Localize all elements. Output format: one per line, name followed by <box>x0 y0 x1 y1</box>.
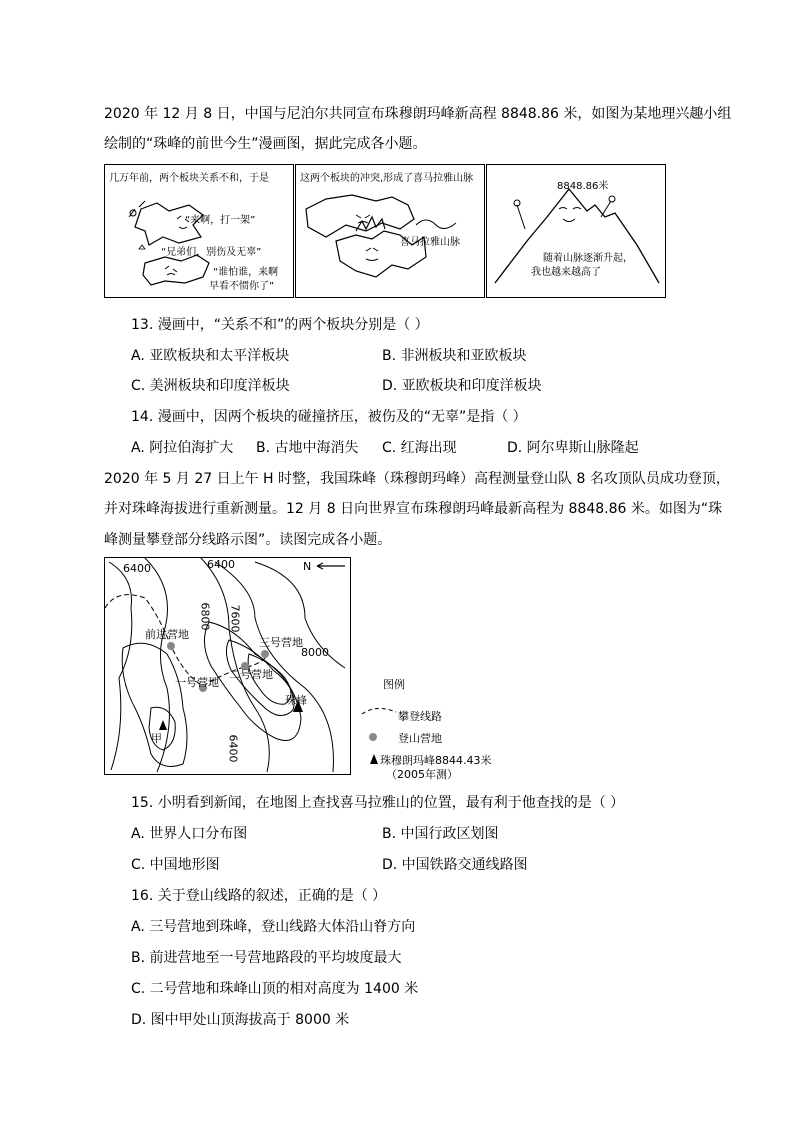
q15-stem: 15. 小明看到新闻，在地图上查找喜马拉雅山的位置，最有利于他查找的是（ ） <box>131 795 625 811</box>
contour-label-6400-c: 6400 <box>226 734 240 763</box>
q16-option-a[interactable]: A. 三号营地到珠峰，登山线路大体沿山脊方向 <box>131 919 416 935</box>
panel3-text-1: 随着山脉逐渐升起， <box>543 253 633 264</box>
q14-option-b[interactable]: B. 古地中海消失 <box>256 440 359 456</box>
legend-camp-label: 登山营地 <box>398 732 442 745</box>
q13-option-b[interactable]: B. 非洲板块和亚欧板块 <box>382 348 527 364</box>
panel2-drawing <box>296 165 484 297</box>
jia-label: 甲 <box>151 732 162 745</box>
q16-option-d[interactable]: D. 图中甲处山顶海拔高于 8000 米 <box>131 1012 350 1028</box>
intro1-line1: 2020 年 12 月 8 日，中国与尼泊尔共同宣布珠穆朗玛峰新高程 8848.86 米，如图为某地理兴趣小组 <box>104 106 732 122</box>
q14-option-c[interactable]: C. 红海出现 <box>382 440 457 456</box>
contour-label-6400-a: 6400 <box>123 562 151 575</box>
q16-option-c[interactable]: C. 二号营地和珠峰山顶的相对高度为 1400 米 <box>131 981 419 997</box>
q13-option-d[interactable]: D. 亚欧板块和印度洋板块 <box>382 378 542 394</box>
panel2-caption: 这两个板块的冲突,形成了喜马拉雅山脉 <box>300 173 474 184</box>
panel2-label: 喜马拉雅山脉 <box>400 237 460 248</box>
q15-option-a[interactable]: A. 世界人口分布图 <box>131 826 248 842</box>
panel3-height-label: 8848.86米 <box>557 181 609 192</box>
contour-label-6800: 6800 <box>198 602 212 631</box>
panel1-speech-1: “来啊，打一架” <box>185 215 256 226</box>
q14-option-a[interactable]: A. 阿拉伯海扩大 <box>131 440 234 456</box>
camp-3-label: 三号营地 <box>259 636 303 649</box>
q13-option-c[interactable]: C. 美洲板块和印度洋板块 <box>131 378 290 394</box>
q14-stem: 14. 漫画中，因两个板块的碰撞挤压，被伤及的“无辜”是指（ ） <box>131 409 527 425</box>
q14-option-d[interactable]: D. 阿尔卑斯山脉隆起 <box>507 440 639 456</box>
legend-title: 图例 <box>383 678 405 691</box>
peak-label: 珠峰 <box>285 694 307 707</box>
cartoon-panel-3 <box>486 164 666 298</box>
legend-camp-dot <box>366 730 380 744</box>
q16-stem: 16. 关于登山线路的叙述，正确的是（ ） <box>131 888 387 904</box>
q13-option-a[interactable]: A. 亚欧板块和太平洋板块 <box>131 348 290 364</box>
north-arrow: N <box>303 560 312 573</box>
panel1-speech-3: “谁怕谁，来啊 <box>213 267 279 278</box>
contour-label-6400-b: 6400 <box>207 558 235 571</box>
intro1-line2: 绘制的“珠峰的前世今生”漫画图，据此完成各小题。 <box>104 136 427 152</box>
legend-peak-icon <box>368 752 380 766</box>
q15-option-b[interactable]: B. 中国行政区划图 <box>382 826 499 842</box>
q16-option-b[interactable]: B. 前进营地至一号营地路段的平均坡度最大 <box>131 950 402 966</box>
legend-peak-label-2: （2005年测） <box>386 768 458 781</box>
camp-advance-label: 前进营地 <box>145 628 189 641</box>
panel1-speech-4: 早看不惯你了” <box>209 281 275 292</box>
cartoon-panel-2 <box>295 164 485 298</box>
legend-route-label: 攀登线路 <box>398 710 442 723</box>
q15-option-d[interactable]: D. 中国铁路交通线路图 <box>382 857 528 873</box>
panel3-text-2: 我也越来越高了 <box>531 267 601 278</box>
camp-1-label: 一号营地 <box>175 676 219 689</box>
intro2-line1: 2020 年 5 月 27 日上午 H 时整，我国珠峰（珠穆朗玛峰）高程测量登山队 8 名攻顶队员成功登顶， <box>104 471 730 487</box>
panel1-speech-2: “兄弟们，别伤及无辜” <box>161 247 262 258</box>
panel1-caption: 几万年前，两个板块关系不和，于是 <box>109 173 269 184</box>
contour-label-7600: 7600 <box>228 604 242 633</box>
cartoon-panel-1 <box>104 164 294 298</box>
q15-option-c[interactable]: C. 中国地形图 <box>131 857 220 873</box>
contour-label-8000: 8000 <box>301 646 329 659</box>
intro2-line2: 并对珠峰海拔进行重新测量。12 月 8 日向世界宣布珠穆朗玛峰最新高程为 8848.86 米。如图为“珠 <box>104 501 723 517</box>
camp-2-label: 二号营地 <box>229 668 273 681</box>
intro2-line3: 峰测量攀登部分线路示图”。读图完成各小题。 <box>104 532 392 548</box>
legend-route-line <box>360 704 400 718</box>
legend-peak-label-1: 珠穆朗玛峰8844.43米 <box>380 754 492 767</box>
contour-map <box>104 557 351 775</box>
q13-stem: 13. 漫画中，“关系不和”的两个板块分别是（ ） <box>131 317 429 333</box>
